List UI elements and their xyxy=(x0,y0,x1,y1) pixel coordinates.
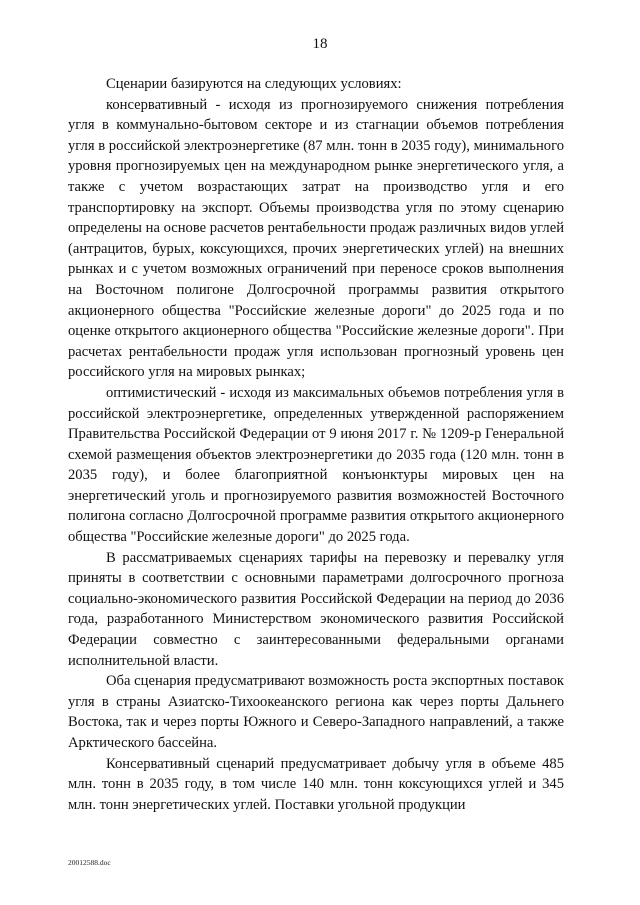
paragraph-export: Оба сценария предусматривают возможность роста экспортных поставок угля в страны Азиатско-Тихоокеанского региона как через порты Дальнего Востока, так и через порты Южного и Северо-Западного направлений, а также Арктического бассейна. xyxy=(68,673,564,751)
page-number: 18 xyxy=(312,36,328,52)
paragraph-conservative-scenario: консервативный - исходя из прогнозируемого снижения потребления угля в коммунально-бытовом секторе и из стагнации объемов потребления угля в российской электроэнергетике (87 млн. тонн в 2035 году), минимального уровня прогнозируемых цен на международном рынке энергетического угля, а также с учетом возрастающих затрат на производство угля и его транспортировку на экспорт. Объемы производства угля по этому сценарию определены на основе расчетов рентабельности продаж различных видов углей (антрацитов, бурых, коксующихся, прочих энергетических углей) на внешних рынках и с учетом возможных ограничений при переносе сроков выполнения на Восточном полигоне Долгосрочной программы развития открытого акционерного общества "Российские железные дороги" до 2025 года и по оценке открытого акционерного общества "Российские железные дороги". При расчетах рентабельности продаж угля использован прогнозный уровень цен российского угля на мировых рынках; xyxy=(68,96,564,381)
paragraph-tariffs: В рассматриваемых сценариях тарифы на перевозку и перевалку угля приняты в соответствии с основными параметрами долгосрочного прогноза социально-экономического развития Российской Федерации на период до 2036 года, разработанного Министерством экономического развития Российской Федерации совместно с заинтересованными федеральными органами исполнительной власти. xyxy=(68,549,564,669)
document-body xyxy=(68,74,564,815)
file-name-footer: 20012588.doc xyxy=(68,858,111,867)
paragraph-intro: Сценарии базируются на следующих условиях: xyxy=(106,76,402,92)
paragraph-optimistic-scenario: оптимистический - исходя из максимальных объемов потребления угля в российской электроэнергетике, определенных утвержденной распоряжением Правительства Российской Федерации от 9 июня 2017 г. № 1209-р Генеральной схемой размещения объектов электроэнергетики до 2035 года (120 млн. тонн в 2035 году), и более благоприятной конъюнктуры мировых цен на энергетический уголь и прогнозируемого развития возможностей Восточного полигона согласно Долгосрочной программе развития открытого акционерного общества "Российские железные дороги" до 2025 года. xyxy=(68,384,564,546)
paragraph-conservative-volume: Консервативный сценарий предусматривает добычу угля в объеме 485 млн. тонн в 2035 году, в том числе 140 млн. тонн коксующихся углей и 345 млн. тонн энергетических углей. Поставки угольной продукции xyxy=(68,755,564,813)
